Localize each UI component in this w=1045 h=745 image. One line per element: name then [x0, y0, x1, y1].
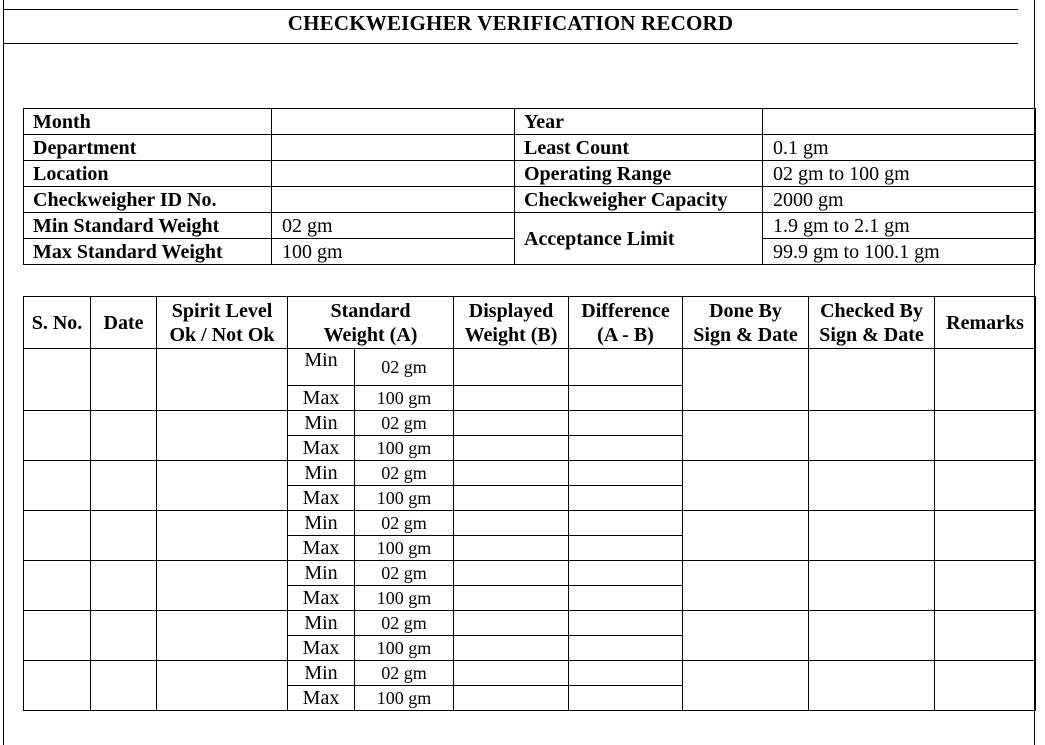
- max-standard-value: 100 gm: [355, 636, 454, 661]
- location-label: Location: [24, 161, 272, 187]
- header-displayed-weight: [454, 297, 569, 349]
- date-cell[interactable]: [91, 411, 157, 461]
- difference-min-cell[interactable]: [569, 561, 683, 586]
- min-standard-value: 02 gm: [355, 611, 454, 636]
- min-standard-weight-label: Min Standard Weight: [24, 213, 272, 239]
- date-cell[interactable]: [91, 511, 157, 561]
- spirit-level-cell[interactable]: [157, 349, 288, 411]
- min-standard-value: 02 gm: [355, 411, 454, 436]
- operating-range-label: Operating Range: [515, 161, 763, 187]
- sno-cell[interactable]: [24, 661, 91, 711]
- min-label: Min: [288, 461, 355, 486]
- displayed-weight-min-cell[interactable]: [454, 561, 569, 586]
- header-difference-line1: Difference: [581, 299, 670, 322]
- sno-cell[interactable]: [24, 611, 91, 661]
- remarks-cell[interactable]: [935, 461, 1036, 511]
- header-displayed-weight-line2: Weight (B): [464, 323, 558, 346]
- date-cell[interactable]: [91, 461, 157, 511]
- spirit-level-cell[interactable]: [157, 511, 288, 561]
- min-label: Min: [288, 511, 355, 536]
- difference-min-cell[interactable]: [569, 349, 683, 386]
- header-spirit-level-line2: Ok / Not Ok: [169, 323, 275, 346]
- max-standard-value: 100 gm: [355, 386, 454, 411]
- remarks-cell[interactable]: [935, 561, 1036, 611]
- displayed-weight-min-cell[interactable]: [454, 511, 569, 536]
- difference-max-cell[interactable]: [569, 536, 683, 561]
- log-entry-min-row: [24, 461, 1036, 486]
- least-count-value: 0.1 gm: [763, 135, 1036, 161]
- capacity-value: 2000 gm: [763, 187, 1036, 213]
- header-standard-weight-line2: Weight (A): [323, 323, 418, 346]
- year-field[interactable]: [763, 109, 1036, 135]
- header-done-by-line2: Sign & Date: [693, 323, 798, 346]
- header-difference-line2: (A - B): [597, 323, 654, 346]
- sno-cell[interactable]: [24, 461, 91, 511]
- min-label: Min: [288, 611, 355, 636]
- header-difference: [569, 297, 683, 349]
- header-date: Date: [91, 297, 157, 349]
- difference-max-cell[interactable]: [569, 686, 683, 711]
- sno-cell[interactable]: [24, 511, 91, 561]
- department-field[interactable]: [272, 135, 515, 161]
- min-standard-weight-value: 02 gm: [272, 213, 515, 239]
- min-standard-value: 02 gm: [355, 511, 454, 536]
- checked-by-cell[interactable]: [809, 511, 935, 561]
- displayed-weight-max-cell[interactable]: [454, 636, 569, 661]
- remarks-cell[interactable]: [935, 511, 1036, 561]
- log-entry-min-row: [24, 411, 1036, 436]
- page-title: CHECKWEIGHER VERIFICATION RECORD: [3, 9, 1018, 44]
- max-standard-value: 100 gm: [355, 486, 454, 511]
- displayed-weight-min-cell[interactable]: [454, 349, 569, 386]
- max-label: Max: [288, 436, 355, 461]
- displayed-weight-max-cell[interactable]: [454, 536, 569, 561]
- checked-by-cell[interactable]: [809, 561, 935, 611]
- max-label: Max: [288, 636, 355, 661]
- operating-range-value: 02 gm to 100 gm: [763, 161, 1036, 187]
- max-standard-value: 100 gm: [355, 436, 454, 461]
- spirit-level-cell[interactable]: [157, 611, 288, 661]
- header-standard-weight-line1: Standard: [330, 299, 411, 322]
- max-standard-value: 100 gm: [355, 536, 454, 561]
- checked-by-cell[interactable]: [809, 461, 935, 511]
- checkweigher-id-field[interactable]: [272, 187, 515, 213]
- difference-max-cell[interactable]: [569, 386, 683, 411]
- header-checked-by-line1: Checked By: [820, 299, 923, 322]
- sno-cell[interactable]: [24, 411, 91, 461]
- displayed-weight-max-cell[interactable]: [454, 586, 569, 611]
- done-by-cell[interactable]: [683, 611, 809, 661]
- min-standard-value: 02 gm: [355, 661, 454, 686]
- capacity-label: Checkweigher Capacity: [515, 187, 763, 213]
- done-by-cell[interactable]: [683, 561, 809, 611]
- done-by-cell[interactable]: [683, 411, 809, 461]
- department-label: Department: [24, 135, 272, 161]
- difference-min-cell[interactable]: [569, 411, 683, 436]
- max-standard-weight-value: 100 gm: [272, 239, 515, 265]
- checkweigher-id-label: Checkweigher ID No.: [24, 187, 272, 213]
- displayed-weight-max-cell[interactable]: [454, 386, 569, 411]
- spirit-level-cell[interactable]: [157, 411, 288, 461]
- done-by-cell[interactable]: [683, 661, 809, 711]
- displayed-weight-max-cell[interactable]: [454, 686, 569, 711]
- max-label: Max: [288, 486, 355, 511]
- done-by-cell[interactable]: [683, 511, 809, 561]
- difference-min-cell[interactable]: [569, 511, 683, 536]
- header-standard-weight: [288, 297, 454, 349]
- displayed-weight-max-cell[interactable]: [454, 486, 569, 511]
- log-entry-min-row: [24, 349, 1036, 386]
- difference-max-cell[interactable]: [569, 436, 683, 461]
- difference-max-cell[interactable]: [569, 586, 683, 611]
- sno-cell[interactable]: [24, 561, 91, 611]
- remarks-cell[interactable]: [935, 661, 1036, 711]
- log-header-row: [24, 297, 1036, 349]
- max-label: Max: [288, 536, 355, 561]
- min-standard-value: 02 gm: [355, 461, 454, 486]
- spirit-level-cell[interactable]: [157, 461, 288, 511]
- max-label: Max: [288, 386, 355, 411]
- spirit-level-cell[interactable]: [157, 561, 288, 611]
- log-entry-min-row: [24, 511, 1036, 536]
- month-label: Month: [24, 109, 272, 135]
- header-checked-by: [809, 297, 935, 349]
- checked-by-cell[interactable]: [809, 411, 935, 461]
- remarks-cell[interactable]: [935, 411, 1036, 461]
- max-standard-value: 100 gm: [355, 686, 454, 711]
- location-field[interactable]: [272, 161, 515, 187]
- year-label: Year: [515, 109, 763, 135]
- date-cell[interactable]: [91, 611, 157, 661]
- date-cell[interactable]: [91, 349, 157, 411]
- header-done-by: [683, 297, 809, 349]
- displayed-weight-min-cell[interactable]: [454, 411, 569, 436]
- header-spirit-level-line1: Spirit Level: [171, 299, 273, 322]
- header-sno: S. No.: [24, 297, 91, 349]
- min-label: Min: [288, 411, 355, 436]
- max-label: Max: [288, 586, 355, 611]
- displayed-weight-max-cell[interactable]: [454, 436, 569, 461]
- checked-by-cell[interactable]: [809, 661, 935, 711]
- remarks-cell[interactable]: [935, 611, 1036, 661]
- checked-by-cell[interactable]: [809, 611, 935, 661]
- difference-min-cell[interactable]: [569, 661, 683, 686]
- date-cell[interactable]: [91, 561, 157, 611]
- verification-log-table: [23, 296, 1036, 711]
- min-standard-value: 02 gm: [355, 561, 454, 586]
- done-by-cell[interactable]: [683, 461, 809, 511]
- difference-min-cell[interactable]: [569, 461, 683, 486]
- min-label: Min: [288, 661, 355, 686]
- difference-max-cell[interactable]: [569, 486, 683, 511]
- sno-cell[interactable]: [24, 349, 91, 411]
- info-table: [23, 108, 1036, 265]
- difference-max-cell[interactable]: [569, 636, 683, 661]
- acceptance-limit-max-value: 99.9 gm to 100.1 gm: [763, 239, 1036, 265]
- displayed-weight-min-cell[interactable]: [454, 661, 569, 686]
- date-cell[interactable]: [91, 661, 157, 711]
- max-label: Max: [288, 686, 355, 711]
- header-done-by-line1: Done By: [709, 299, 782, 322]
- header-spirit-level: [157, 297, 288, 349]
- done-by-cell[interactable]: [683, 349, 809, 411]
- acceptance-limit-min-value: 1.9 gm to 2.1 gm: [763, 213, 1036, 239]
- difference-min-cell[interactable]: [569, 611, 683, 636]
- spirit-level-cell[interactable]: [157, 661, 288, 711]
- min-label: Min: [288, 349, 355, 386]
- remarks-cell[interactable]: [935, 349, 1036, 411]
- header-remarks: Remarks: [935, 297, 1036, 349]
- header-checked-by-line2: Sign & Date: [819, 323, 924, 346]
- displayed-weight-min-cell[interactable]: [454, 611, 569, 636]
- displayed-weight-min-cell[interactable]: [454, 461, 569, 486]
- log-entry-min-row: [24, 661, 1036, 686]
- min-standard-value: 02 gm: [355, 349, 454, 386]
- max-standard-weight-label: Max Standard Weight: [24, 239, 272, 265]
- month-field[interactable]: [272, 109, 515, 135]
- log-entry-min-row: [24, 561, 1036, 586]
- max-standard-value: 100 gm: [355, 586, 454, 611]
- acceptance-limit-label: Acceptance Limit: [515, 213, 763, 265]
- log-entry-min-row: [24, 611, 1036, 636]
- checked-by-cell[interactable]: [809, 349, 935, 411]
- header-displayed-weight-line1: Displayed: [468, 299, 554, 322]
- least-count-label: Least Count: [515, 135, 763, 161]
- min-label: Min: [288, 561, 355, 586]
